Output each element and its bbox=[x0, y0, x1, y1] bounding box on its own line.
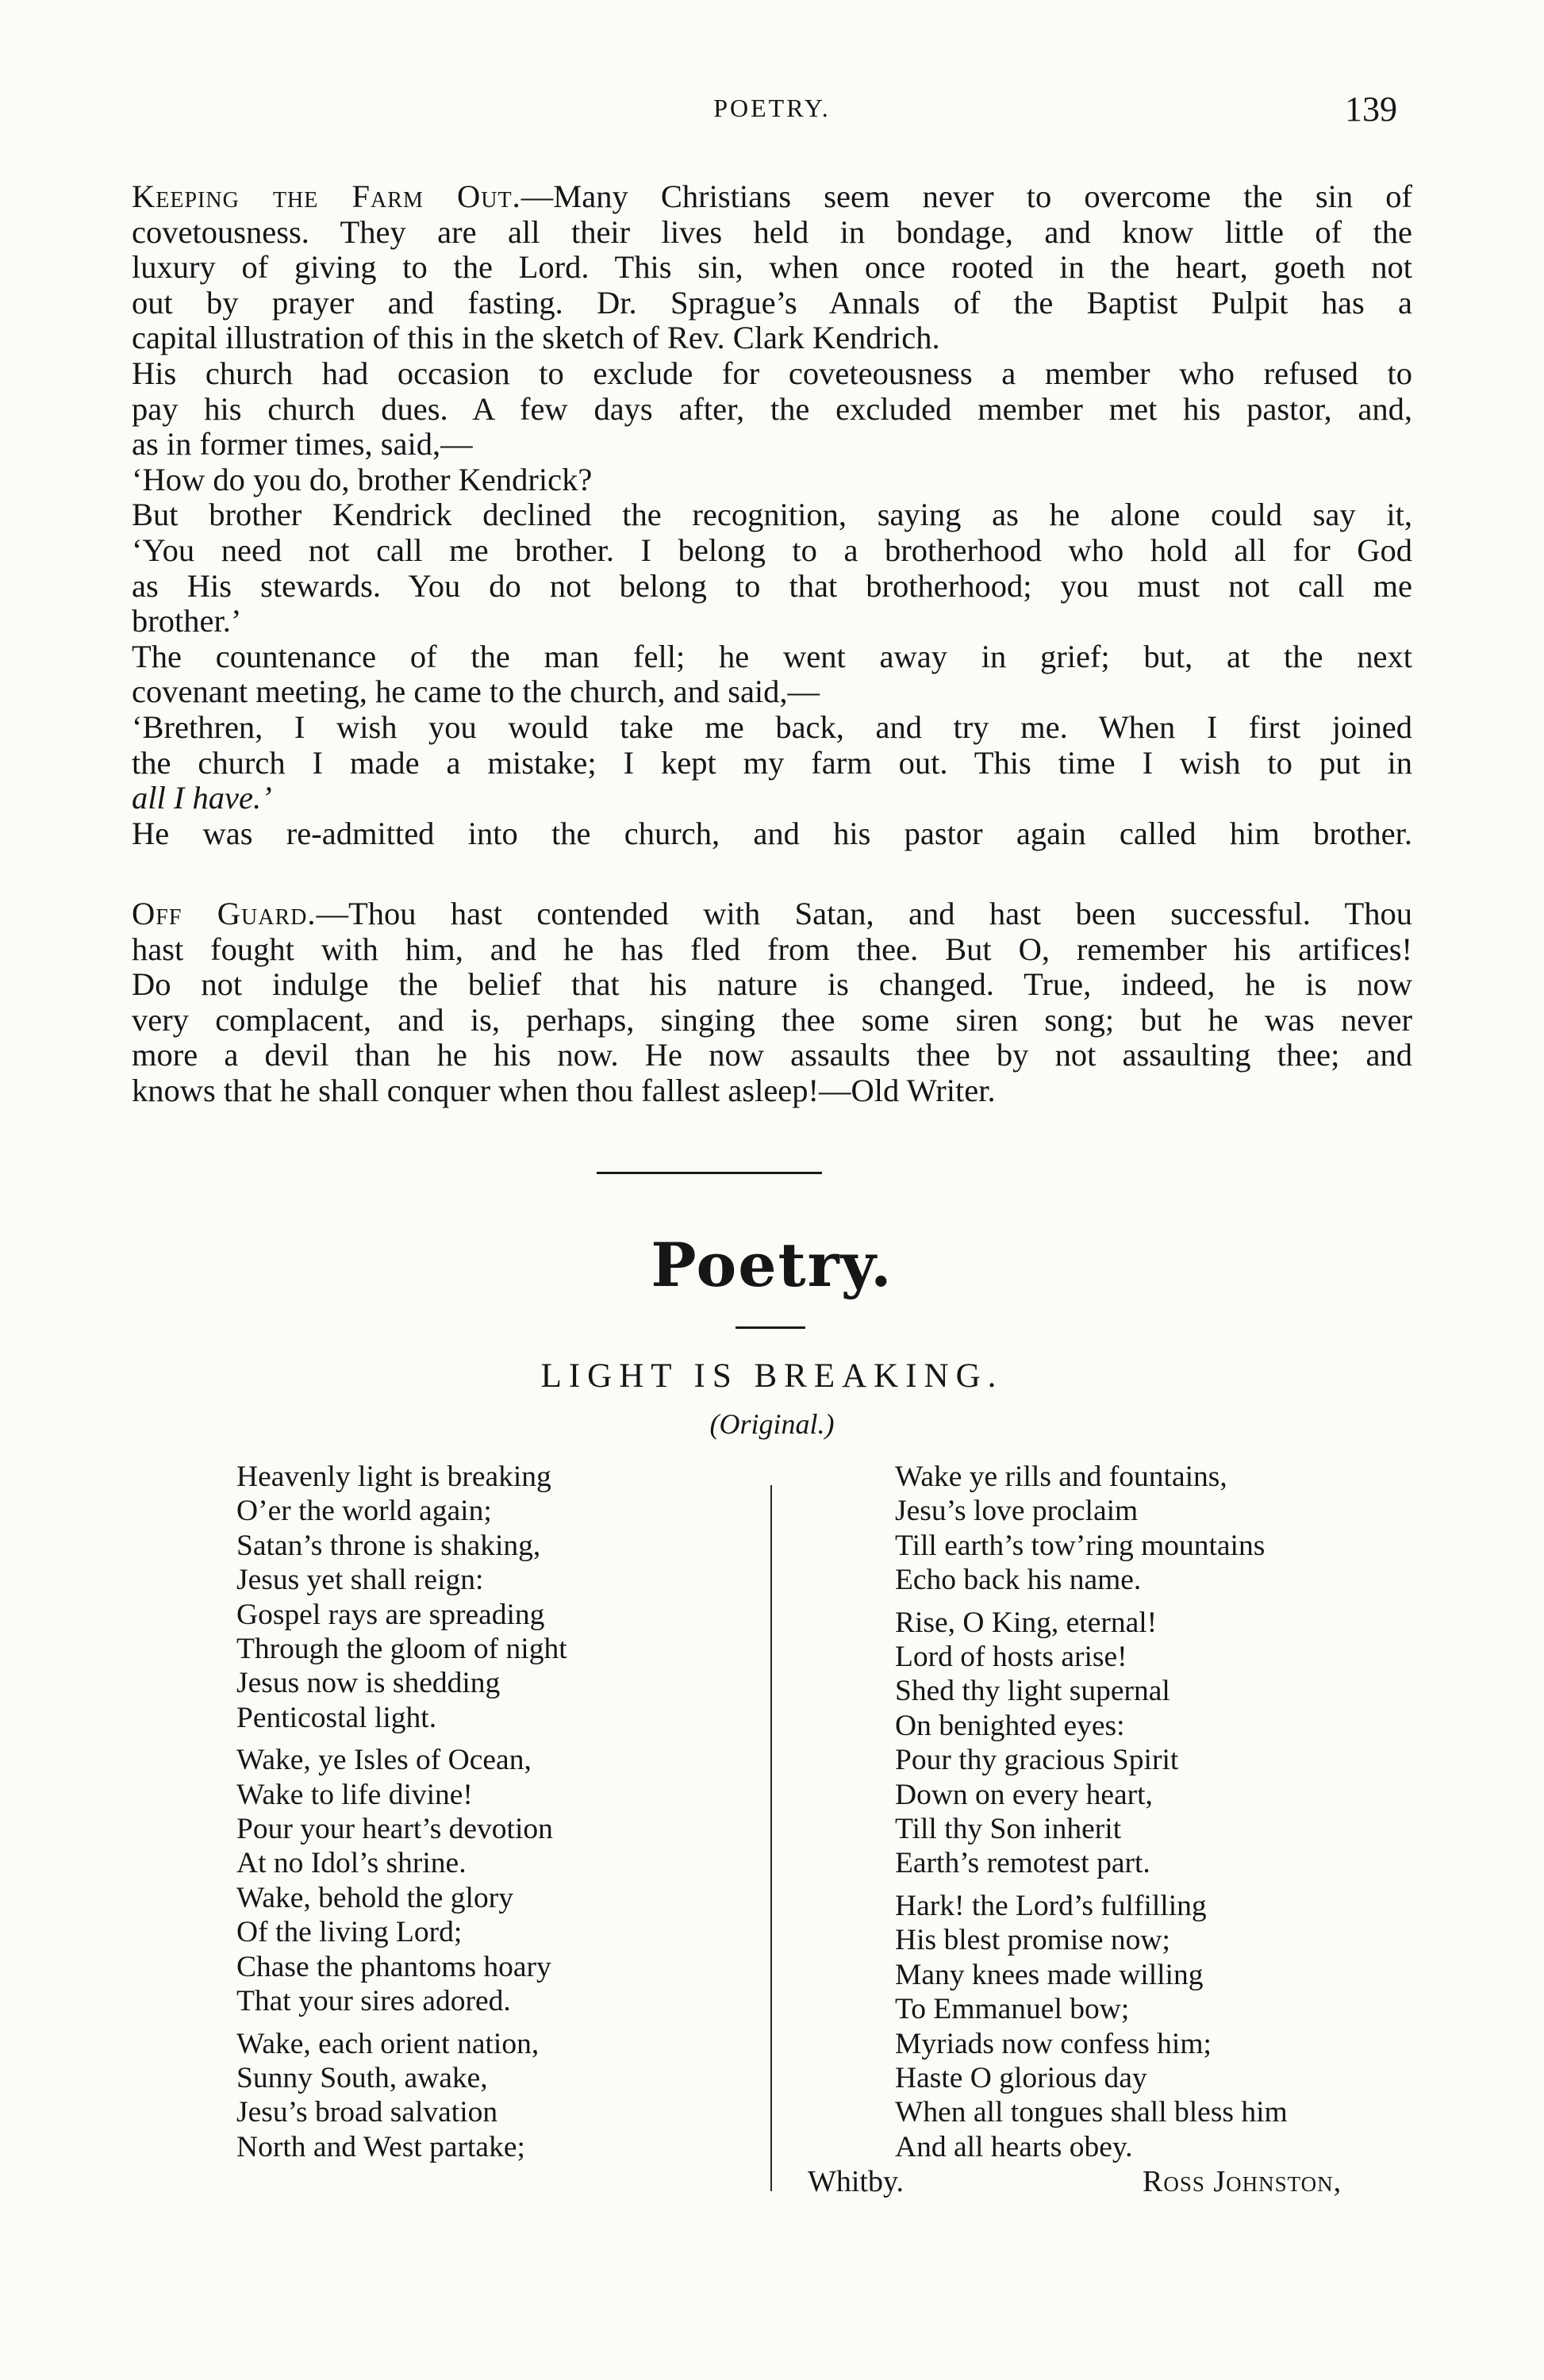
verse-line: And all hearts obey. bbox=[895, 2130, 1133, 2163]
verse-line: Satan’s throne is shaking, bbox=[236, 1529, 541, 1562]
verse-line: Sunny South, awake, bbox=[236, 2061, 488, 2094]
verse-line: O’er the world again; bbox=[236, 1495, 492, 1528]
verse-line: Through the gloom of night bbox=[236, 1633, 567, 1666]
verse-line: Wake to life divine! bbox=[236, 1778, 473, 1811]
stanza bbox=[236, 1460, 744, 1735]
poem-note: (Original.) bbox=[709, 1408, 835, 1440]
paragraph: Off Guard.—Thou hast contended with Satan, and hast been successful. Thou hast fought with him, and he has fled from thee. But O, remember his artifices! Do not indulge the belief that his nature is changed. True, indeed, he is now very complacent, and is, perhaps, singing thee some siren song; but he was never more a devil than he his now. He now assaults thee by not assaulting thee; and knows that he shall conquer when thou fallest asleep!—Old Writer. bbox=[132, 896, 1412, 1108]
stanza bbox=[895, 1460, 1387, 1598]
stanza bbox=[236, 1743, 744, 2018]
verse-line: Wake, behold the glory bbox=[236, 1881, 513, 1914]
verse-line: That your sires adored. bbox=[236, 1985, 511, 2018]
stanza bbox=[895, 1889, 1387, 2164]
signature-place: Whitby. bbox=[808, 2165, 905, 2198]
verse-line: Lord of hosts arise! bbox=[895, 1641, 1127, 1674]
verse-line: Down on every heart, bbox=[895, 1778, 1153, 1811]
title-divider bbox=[736, 1326, 805, 1329]
verse-line: Many knees made willing bbox=[895, 1958, 1204, 1991]
running-head bbox=[0, 90, 1544, 141]
stanza bbox=[895, 1606, 1387, 1881]
poem-title: LIGHT IS BREAKING. bbox=[540, 1357, 1004, 1395]
verse-line: Wake ye rills and fountains, bbox=[895, 1461, 1227, 1493]
verse-line: Haste O glorious day bbox=[895, 2061, 1147, 2094]
verse-line: Of the living Lord; bbox=[236, 1916, 463, 1949]
verse-line: On benighted eyes: bbox=[895, 1709, 1125, 1742]
article-keeping-farm-out bbox=[132, 179, 1412, 851]
poem-right-column bbox=[895, 1460, 1387, 2172]
verse-line: Chase the phantoms hoary bbox=[236, 1950, 551, 1983]
verse-line: Pour thy gracious Spirit bbox=[895, 1744, 1179, 1777]
column-divider bbox=[770, 1485, 772, 2191]
verse-line: Jesu’s love proclaim bbox=[895, 1495, 1139, 1528]
verse-line: Till earth’s tow’ring mountains bbox=[895, 1529, 1266, 1562]
verse-line: Pour your heart’s devotion bbox=[236, 1813, 553, 1846]
paragraph: Keeping the Farm Out.—Many Christians seem never to overcome the sin of covetousness. They are all their lives held in bondage, and know little of the luxury of giving to the Lord. This sin, when once rooted in the heart, goeth not out by prayer and fasting. Dr. Sprague’s Annals of the Baptist Pulpit has a capital illustration of this in the sketch of Rev. Clark Kendrich. His church had occasion to exclude for coveteousness a member who refused to pay his church dues. A few days after, the excluded member met his pastor, and, as in former times, said,— ‘How do you do, brother Kendrick? But brother Kendrick declined the recognition, saying as he alone could say it, ‘You need not call me brother. I belong to a brotherhood who hold all for God as His stewards. You do not belong to that brotherhood; you must not call me brother.’ The countenance of the man fell; he went away in grief; but, at the next covenant meeting, he came to the church, and said,— ‘Brethren, I wish you would take me back, and try me. When I first joined the church I made a mistake; I kept my farm out. This time I wish to put in all I have.’ He was re-admitted into the church, and his pastor again called him brother. bbox=[132, 178, 1412, 851]
section-heading: Poetry. bbox=[651, 1230, 893, 1300]
verse-line: Shed thy light supernal bbox=[895, 1675, 1170, 1708]
article-off-guard bbox=[132, 896, 1412, 1109]
verse-line: Gospel rays are spreading bbox=[236, 1598, 545, 1631]
verse-line: Rise, O King, eternal! bbox=[895, 1606, 1158, 1639]
verse-line: Jesu’s broad salvation bbox=[236, 2096, 498, 2129]
article-lead: Off Guard. bbox=[132, 896, 317, 931]
running-title: POETRY. bbox=[713, 94, 831, 122]
verse-line: At no Idol’s shrine. bbox=[236, 1847, 467, 1880]
verse-line: Penticostal light. bbox=[236, 1701, 437, 1734]
signature-name: Ross Johnston, bbox=[1143, 2165, 1342, 2198]
section-divider bbox=[597, 1172, 822, 1174]
verse-line: North and West partake; bbox=[236, 2130, 525, 2163]
verse-line: When all tongues shall bless him bbox=[895, 2096, 1288, 2129]
verse-line: Myriads now confess him; bbox=[895, 2027, 1212, 2060]
verse-line: Wake, ye Isles of Ocean, bbox=[236, 1744, 532, 1777]
stanza bbox=[236, 2027, 744, 2165]
poem-left-column bbox=[236, 1460, 744, 2172]
verse-line: Echo back his name. bbox=[895, 1564, 1142, 1597]
page-number: 139 bbox=[1345, 90, 1397, 129]
verse-line: Earth’s remotest part. bbox=[895, 1847, 1150, 1880]
verse-line: To Emmanuel bow; bbox=[895, 1993, 1130, 2026]
verse-line: Jesus now is shedding bbox=[236, 1667, 501, 1700]
verse-line: Wake, each orient nation, bbox=[236, 2027, 540, 2060]
article-lead: Keeping the Farm Out. bbox=[132, 178, 521, 214]
verse-line: Till thy Son inherit bbox=[895, 1813, 1122, 1846]
verse-line: Jesus yet shall reign: bbox=[236, 1564, 484, 1597]
verse-line: His blest promise now; bbox=[895, 1924, 1170, 1957]
verse-line: Hark! the Lord’s fulfilling bbox=[895, 1889, 1207, 1922]
verse-line: Heavenly light is breaking bbox=[236, 1461, 551, 1493]
